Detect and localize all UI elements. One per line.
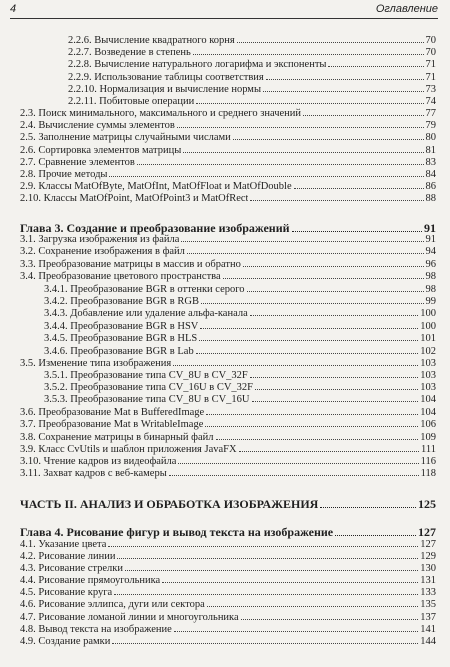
dot-leader xyxy=(109,167,423,177)
dot-leader xyxy=(196,94,423,104)
dot-leader xyxy=(206,405,418,415)
toc-entry-page: 116 xyxy=(420,456,436,467)
toc-entry-title: 2.2.9. Использование таблицы соответствия xyxy=(68,72,264,83)
toc-entry xyxy=(20,597,436,611)
toc-entry-page: 71 xyxy=(425,59,436,70)
dot-leader xyxy=(241,610,419,620)
toc-entry-page: 103 xyxy=(420,370,436,381)
toc-entry-page: 79 xyxy=(425,120,436,131)
toc-entry-title: 3.5.2. Преобразование типа CV_16U в CV_32F xyxy=(44,382,254,393)
dot-leader xyxy=(207,597,419,607)
toc-entry-title: 4.7. Рисование ломаной линии и многоугольника xyxy=(20,612,239,623)
toc-entry-page: 100 xyxy=(420,308,436,319)
dot-leader xyxy=(247,282,424,292)
toc-entry-title: 3.6. Преобразование Mat в BufferedImage xyxy=(20,407,205,418)
dot-leader xyxy=(255,380,418,390)
toc-entry-page: 118 xyxy=(420,468,436,479)
dot-leader xyxy=(193,45,424,55)
toc-entry xyxy=(20,244,436,258)
toc-entry xyxy=(44,306,436,320)
toc-entry-title: 4.3. Рисование стрелки xyxy=(20,563,123,574)
toc-entry-title: 2.6. Сортировка элементов матрицы xyxy=(20,145,182,156)
toc-entry-page: 144 xyxy=(420,636,436,647)
toc-entry-page: 109 xyxy=(420,432,436,443)
toc-entry-page: 91 xyxy=(425,234,436,245)
toc-entry-page: 88 xyxy=(425,193,436,204)
dot-leader xyxy=(205,417,418,427)
toc-entry-title: 2.9. Классы MatOfByte, MatOfInt, MatOfFloat и MatOfDouble xyxy=(20,181,292,192)
toc-entry-page: 127 xyxy=(420,539,436,550)
dot-leader xyxy=(173,356,418,366)
toc-entry-page: 94 xyxy=(425,246,436,257)
dot-leader xyxy=(237,33,424,43)
toc-entry-page: 141 xyxy=(420,624,436,635)
dot-leader xyxy=(181,232,423,242)
toc-entry-title: 2.2.7. Возведение в степень xyxy=(68,47,191,58)
toc-entry-title: 4.6. Рисование эллипса, дуги или сектора xyxy=(20,599,205,610)
toc-entry xyxy=(20,130,436,144)
dot-leader xyxy=(201,294,424,304)
toc-entry-page: 91 xyxy=(424,221,436,235)
toc-entry-title: 2.2.10. Нормализация и вычисление нормы xyxy=(68,84,262,95)
dot-leader xyxy=(335,524,416,536)
toc-entry-page: 70 xyxy=(425,35,436,46)
toc-entry-page: 100 xyxy=(420,321,436,332)
dot-leader xyxy=(169,466,419,476)
dot-leader xyxy=(162,573,418,583)
dot-leader xyxy=(199,331,418,341)
dot-leader xyxy=(187,244,424,254)
dot-leader xyxy=(117,549,418,559)
toc-entry-page: 99 xyxy=(425,296,436,307)
toc-entry-page: 131 xyxy=(420,575,436,586)
toc-entry-title: 3.4.6. Преобразование BGR в Lab xyxy=(44,346,194,357)
toc-entry xyxy=(20,191,436,205)
toc-chapter-entry xyxy=(20,496,436,512)
dot-leader xyxy=(112,634,418,644)
toc-entry-page: 103 xyxy=(420,382,436,393)
dot-leader xyxy=(303,106,423,116)
dot-leader xyxy=(200,319,418,329)
toc-entry-page: 104 xyxy=(420,394,436,405)
toc-entry-title: 2.5. Заполнение матрицы случайными числами xyxy=(20,132,231,143)
toc-entry-title: 2.3. Поиск минимального, максимального и среднего значений xyxy=(20,108,302,119)
toc-entry-page: 83 xyxy=(425,157,436,168)
toc-entry-title: 3.4.4. Преобразование BGR в HSV xyxy=(44,321,199,332)
dot-leader xyxy=(263,82,423,92)
toc-entry-page: 101 xyxy=(420,333,436,344)
toc-entry-title: Глава 4. Рисование фигур и вывод текста на изображение xyxy=(20,525,334,539)
header-title: Оглавление xyxy=(375,3,438,15)
toc-entry-page: 80 xyxy=(425,132,436,143)
toc-entry-title: 3.5. Изменение типа изображения xyxy=(20,358,172,369)
dot-leader xyxy=(252,392,419,402)
toc-entry-page: 86 xyxy=(425,181,436,192)
toc-entry-title: 3.4.5. Преобразование BGR в HLS xyxy=(44,333,198,344)
toc-entry xyxy=(44,331,436,345)
dot-leader xyxy=(216,430,419,440)
toc-entry-page: 127 xyxy=(418,525,436,539)
dot-leader xyxy=(320,496,416,508)
page-number: 4 xyxy=(10,3,17,15)
dot-leader xyxy=(183,143,423,153)
toc-entry xyxy=(20,269,436,283)
toc-entry-title: 3.10. Чтение кадров из видеофайла xyxy=(20,456,177,467)
dot-leader xyxy=(223,269,424,279)
dot-leader xyxy=(108,537,418,547)
toc-entry-title: 3.4.1. Преобразование BGR в оттенки серого xyxy=(44,284,245,295)
dot-leader xyxy=(178,454,418,464)
toc-entry-page: 106 xyxy=(420,419,436,430)
toc-entry-title: 3.1. Загрузка изображения из файла xyxy=(20,234,180,245)
toc-entry-title: 4.1. Указание цвета xyxy=(20,539,107,550)
toc-entry-page: 129 xyxy=(420,551,436,562)
toc-entry-title: 2.2.11. Побитовые операции xyxy=(68,96,195,107)
dot-leader xyxy=(292,220,422,232)
toc-entry-title: 2.4. Вычисление суммы элементов xyxy=(20,120,175,131)
toc-entry xyxy=(20,466,436,480)
toc-entry xyxy=(44,392,436,406)
toc-entry-title: 3.9. Класс CvUtils и шаблон приложения JavaFX xyxy=(20,444,237,455)
toc-entry-title: 2.8. Прочие методы xyxy=(20,169,108,180)
toc-entry-title: 3.4.3. Добавление или удаление альфа-канала xyxy=(44,308,248,319)
dot-leader xyxy=(239,442,419,452)
toc-entry-page: 102 xyxy=(420,346,436,357)
dot-leader xyxy=(174,622,418,632)
dot-leader xyxy=(250,306,419,316)
toc-entry-title: 2.10. Классы MatOfPoint, MatOfPoint3 и MatOfRect xyxy=(20,193,249,204)
dot-leader xyxy=(137,155,424,165)
dot-leader xyxy=(328,57,423,67)
toc-entry-title: 3.5.1. Преобразование типа CV_8U в CV_32F xyxy=(44,370,248,381)
toc-entry-page: 130 xyxy=(420,563,436,574)
toc-entry-page: 77 xyxy=(425,108,436,119)
toc-entry-page: 103 xyxy=(420,358,436,369)
toc-entry-page: 135 xyxy=(420,599,436,610)
toc-entry-title: 3.11. Захват кадров с веб-камеры xyxy=(20,468,167,479)
toc-entry-title: 4.8. Вывод текста на изображение xyxy=(20,624,172,635)
toc-entry-title: 4.2. Рисование линии xyxy=(20,551,116,562)
toc-entry-title: ЧАСТЬ II. АНАЛИЗ И ОБРАБОТКА ИЗОБРАЖЕНИЯ xyxy=(20,497,319,511)
toc-entry-page: 133 xyxy=(420,587,436,598)
toc-entry xyxy=(68,57,436,71)
toc-entry-title: 3.7. Преобразование Mat в WritableImage xyxy=(20,419,204,430)
toc-entry-page: 98 xyxy=(425,284,436,295)
dot-leader xyxy=(250,368,418,378)
toc-entry-title: 2.7. Сравнение элементов xyxy=(20,157,135,168)
toc-entry-title: Глава 3. Создание и преобразование изображений xyxy=(20,221,290,235)
toc-entry-page: 137 xyxy=(420,612,436,623)
toc-entry-page: 81 xyxy=(425,145,436,156)
toc-entry-title: 3.3. Преобразование матрицы в массив и обратно xyxy=(20,259,241,270)
toc-entry-title: 3.8. Сохранение матрицы в бинарный файл xyxy=(20,432,214,443)
toc-entry xyxy=(20,634,436,648)
dot-leader xyxy=(196,344,419,354)
dot-leader xyxy=(125,561,418,571)
toc-entry-page: 98 xyxy=(425,271,436,282)
toc-entry-title: 4.5. Рисование круга xyxy=(20,587,113,598)
dot-leader xyxy=(177,118,424,128)
toc-entry-page: 111 xyxy=(421,444,436,455)
toc-entry-title: 2.2.8. Вычисление натурального логарифма и экспоненты xyxy=(68,59,327,70)
toc-entry-title: 4.4. Рисование прямоугольника xyxy=(20,575,161,586)
toc-entry-page: 125 xyxy=(418,497,436,511)
toc-entry-page: 84 xyxy=(425,169,436,180)
dot-leader xyxy=(114,585,418,595)
toc-entry-title: 2.2.6. Вычисление квадратного корня xyxy=(68,35,235,46)
toc-entry-page: 104 xyxy=(420,407,436,418)
toc-entry xyxy=(20,417,436,431)
dot-leader xyxy=(294,179,424,189)
dot-leader xyxy=(243,257,424,267)
dot-leader xyxy=(250,191,423,201)
toc-entry-title: 3.2. Сохранение изображения в файл xyxy=(20,246,185,257)
toc-entry-page: 71 xyxy=(425,72,436,83)
dot-leader xyxy=(233,130,424,140)
toc-entry-title: 3.5.3. Преобразование типа CV_8U в CV_16U xyxy=(44,394,250,405)
toc-entry-page: 70 xyxy=(425,47,436,58)
toc-entry-title: 3.4. Преобразование цветового пространства xyxy=(20,271,221,282)
toc-entry-page: 73 xyxy=(425,84,436,95)
dot-leader xyxy=(266,70,424,80)
toc-entry-title: 4.9. Создание рамки xyxy=(20,636,111,647)
toc-entry-title: 3.4.2. Преобразование BGR в RGB xyxy=(44,296,199,307)
toc-entry-page: 96 xyxy=(425,259,436,270)
toc-entry-page: 74 xyxy=(425,96,436,107)
